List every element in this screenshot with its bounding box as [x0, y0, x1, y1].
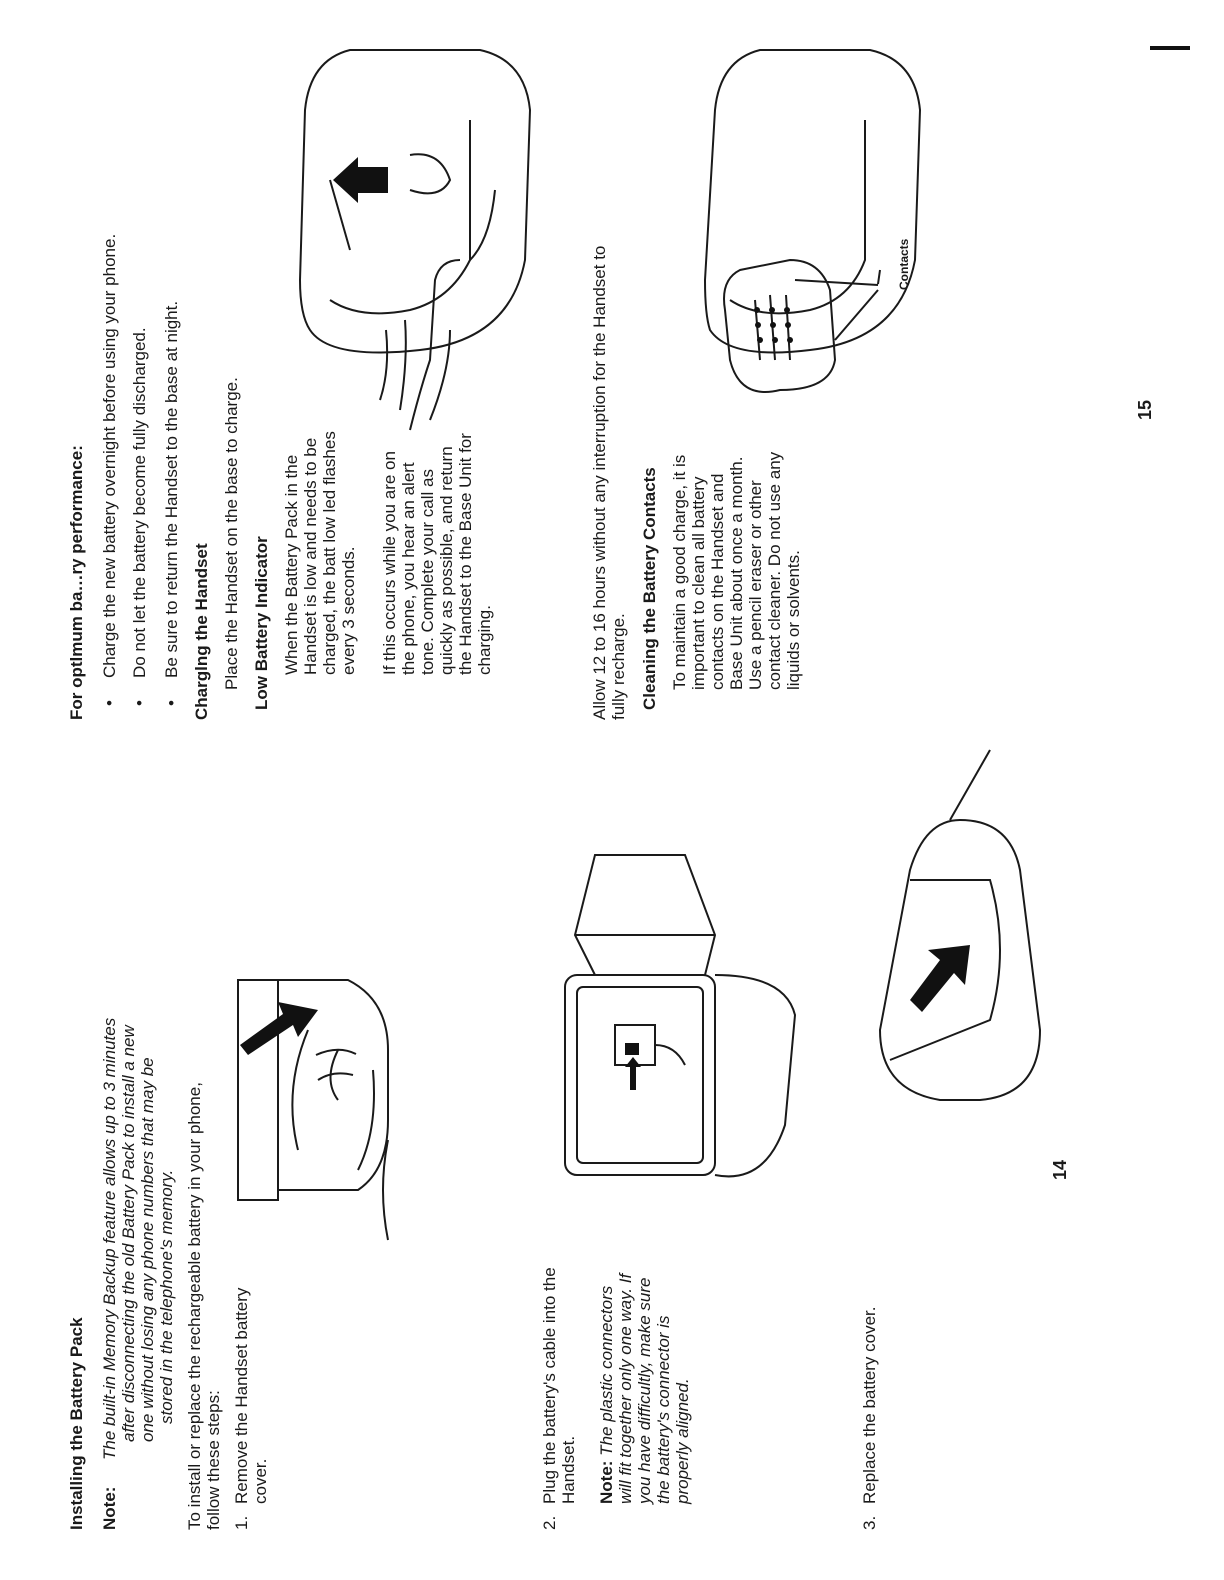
step-2-note-line-4: the battery's connector is: [654, 1315, 673, 1504]
intro-line-1: To install or replace the rechargeable battery in your phone,: [185, 1082, 204, 1530]
cleaning-line-5: Use a pencil eraser or other: [746, 480, 765, 690]
step-1-line-1: Remove the Handset battery: [232, 1287, 251, 1504]
bullet-dot: •: [162, 700, 181, 706]
alert-line-3: tone. Complete your call as: [418, 469, 437, 675]
cleaning-heading: Cleaning the Battery Contacts: [640, 467, 659, 710]
low-battery-line-4: every 3 seconds.: [339, 546, 358, 675]
battery-contacts-illustration: [700, 50, 940, 370]
note-line-1: The built-in Memory Backup feature allows up to 3 minutes: [100, 1017, 119, 1460]
alert-line-1: If this occurs while you are on: [380, 451, 399, 675]
crop-mark: [1150, 46, 1190, 50]
bullet-3-text: Be sure to return the Handset to the base at night.: [162, 300, 181, 678]
alert-line-2: the phone, you hear an alert: [399, 462, 418, 675]
low-battery-line-1: When the Battery Pack in the: [282, 454, 301, 675]
cleaning-line-3: contacts on the Handset and: [708, 473, 727, 690]
intro-line-2: follow these steps:: [204, 1390, 223, 1530]
step-2-note-line-2: will fit together only one way. If: [616, 1273, 635, 1504]
cleaning-line-6: contact cleaner. Do not use any: [765, 451, 784, 690]
recharge-line-1: Allow 12 to 16 hours without any interruption for the Handset to: [590, 245, 609, 720]
step-2-note-line-5: properly aligned.: [673, 1378, 692, 1504]
note-line-4: stored in the telephone's memory.: [157, 1169, 176, 1424]
contacts-label: Contacts: [897, 238, 911, 290]
step-2-note-line-3: you have difficultly, make sure: [635, 1277, 654, 1504]
cleaning-line-1: To maintain a good charge, it is: [670, 454, 689, 690]
bullet-1-text: Charge the new battery overnight before using your phone.: [100, 233, 119, 678]
page-number-15: 15: [1135, 399, 1155, 420]
handset-on-base-illustration: [290, 40, 540, 370]
step-1-line-2: cover.: [251, 1458, 270, 1504]
section-title-installing: Installing the Battery Pack: [67, 1317, 86, 1530]
step-2-note-line-1: The plastic connectors: [597, 1285, 616, 1456]
bullet-2-text: Do not let the battery become fully discharged.: [130, 327, 149, 678]
low-battery-line-3: charged, the batt low led flashes: [320, 431, 339, 675]
bullet-dot: •: [100, 700, 119, 706]
step-2-line-2: Handset.: [559, 1435, 578, 1504]
step-3-number: 3.: [860, 1515, 879, 1530]
charging-text: Place the Handset on the base to charge.: [222, 377, 241, 690]
charging-heading: Charglng the Handset: [192, 543, 211, 720]
low-battery-heading: Low Battery Indicator: [252, 536, 271, 710]
step-2-note-label: Note:: [597, 1460, 616, 1504]
step-1-number: 1.: [232, 1515, 251, 1530]
cleaning-line-4: Base Unit about once a month.: [727, 456, 746, 690]
alert-line-6: charging.: [475, 605, 494, 675]
optimum-performance-heading: For optlmum ba…ry performance:: [67, 445, 86, 720]
bullet-dot: •: [130, 700, 149, 706]
alert-line-5: the Handset to the Base Unit for: [456, 433, 475, 675]
step-2-number: 2.: [540, 1515, 559, 1530]
alert-line-4: quickly as possible, and return: [437, 446, 456, 675]
recharge-line-2: fully recharge.: [609, 613, 628, 720]
hand-removing-battery-cover-illustration: [238, 910, 513, 1250]
note-line-2: after disconnecting the old Battery Pack to install a new: [119, 1025, 138, 1442]
note-line-3: one without losing any phone numbers that may be: [138, 1057, 157, 1442]
replace-cover-illustration: [840, 805, 1060, 1120]
step-3-text: Replace the battery cover.: [860, 1306, 879, 1504]
note-label: Note:: [100, 1486, 119, 1530]
bullet-1: [100, 234, 120, 706]
battery-plug-illustration: [555, 850, 805, 1185]
cleaning-line-2: important to clean all battery: [689, 476, 708, 690]
step-2-note: [597, 1286, 617, 1504]
step-2-line-1: Plug the battery's cable into the: [540, 1267, 559, 1504]
cleaning-line-7: liquids or solvents.: [784, 550, 803, 690]
bullet-2: [130, 327, 150, 706]
page-number-14: 14: [1050, 1159, 1070, 1180]
low-battery-line-2: Handset is low and needs to be: [301, 437, 320, 675]
bullet-3: [162, 301, 182, 706]
